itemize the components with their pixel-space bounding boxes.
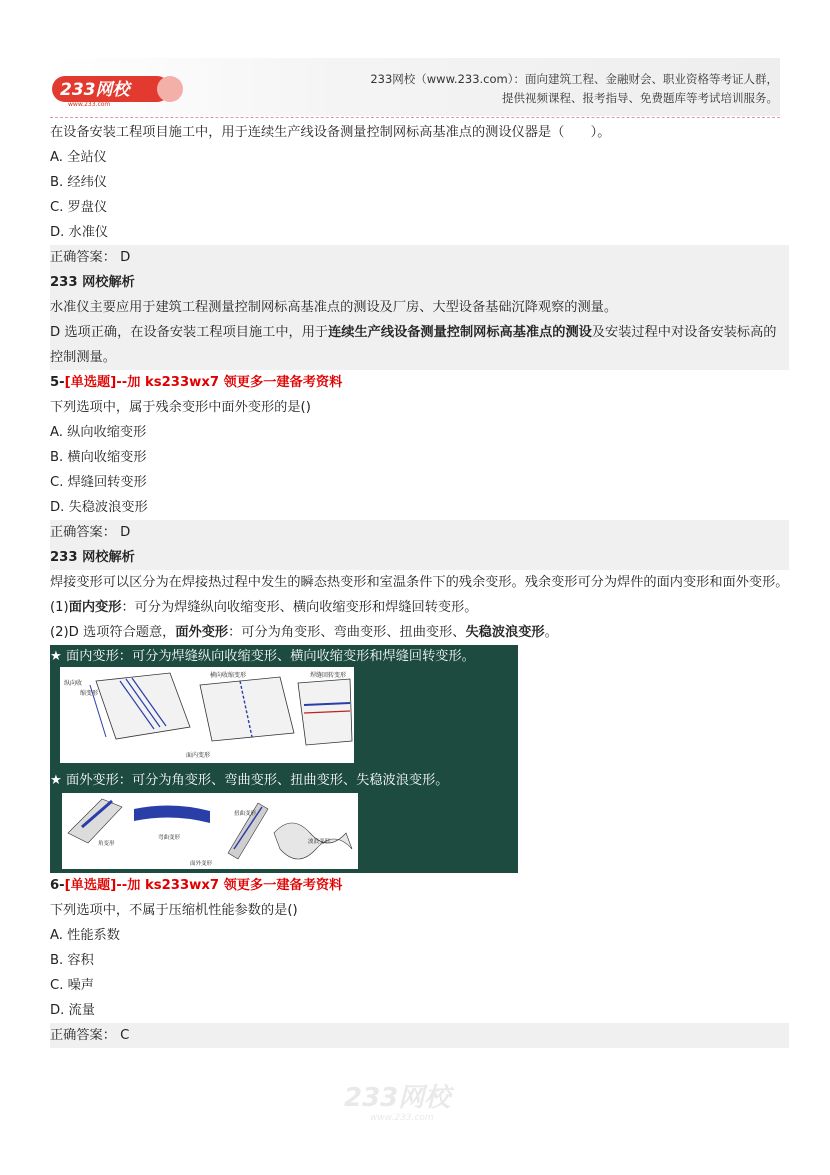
inplane-caption: 面内变形 <box>186 752 211 759</box>
q4-p2-b: 连续生产线设备测量控制网标高基准点的测设 <box>328 325 592 340</box>
q5-p2-a: (1) <box>50 600 69 615</box>
q6-answer: 正确答案： C <box>50 1028 130 1043</box>
logo-text: 233网校 <box>60 80 130 100</box>
header-line-1: 233网校（www.233.com）：面向建筑工程、金融财会、职业资格等考证人群， <box>370 72 778 86</box>
q6-number: 6- <box>50 878 65 893</box>
q4-stem: 在设备安装工程项目施工中，用于连续生产线设备测量控制网标高基准点的测设仪器是（ ）。 <box>50 125 611 140</box>
watermark-sub: www.233.com <box>370 1113 434 1123</box>
outplane-diagram <box>62 793 358 869</box>
q4-option-d: D. 水准仪 <box>50 225 109 240</box>
q5-number: 5- <box>50 375 65 390</box>
watermark-text: 233网校 <box>344 1083 451 1113</box>
label-longitudinal: 纵向收 <box>64 680 83 687</box>
q6-header <box>50 873 789 898</box>
header-text <box>370 70 778 108</box>
label-twist: 扭曲变形 <box>234 811 257 817</box>
q5-option-b: B. 横向收缩变形 <box>50 450 147 465</box>
outplane-caption: 面外变形 <box>190 861 213 867</box>
q4-analysis-p1: 水准仪主要应用于建筑工程测量控制网标高基准点的测设及厂房、大型设备基础沉降观察的测量。 <box>50 300 618 315</box>
watermark-logo <box>340 1078 490 1123</box>
q5-tag: [单选题]--加 ks233wx7 领更多一建备考资料 <box>64 375 343 390</box>
figure-caption-outplane: ★ 面外变形：可分为角变形、弯曲变形、扭曲变形、失稳波浪变形。 <box>50 773 449 788</box>
q4-answer-block <box>50 245 789 370</box>
transverse-shrink-plate <box>200 677 294 741</box>
label-longitudinal-2: 缩变形 <box>80 690 99 697</box>
q5-option-a: A. 纵向收缩变形 <box>50 425 147 440</box>
q5-p3-a: (2)D 选项符合题意， <box>50 625 176 640</box>
q4-p2-a: D 选项正确，在设备安装工程项目施工中，用于 <box>50 325 329 340</box>
q4-option-a: A. 全站仪 <box>50 150 107 165</box>
q5-analysis-p2 <box>50 595 789 620</box>
q5-answer-block <box>50 520 789 570</box>
q4-answer: 正确答案： D <box>50 250 131 265</box>
document-body <box>50 120 789 1048</box>
q5-p3-e: 。 <box>544 625 558 640</box>
q6-option-c: C. 噪声 <box>50 978 94 993</box>
q6-option-d: D. 流量 <box>50 1003 95 1018</box>
q6-answer-block <box>50 1023 789 1048</box>
q6-option-b: B. 容积 <box>50 953 94 968</box>
q6-option-a: A. 性能系数 <box>50 928 120 943</box>
logo-sub: www.233.com <box>68 101 111 108</box>
longitudinal-shrink-plate <box>90 673 190 739</box>
bend-deformation <box>134 805 210 823</box>
q5-analysis-title: 233 网校解析 <box>50 550 135 565</box>
inplane-diagram <box>60 667 354 763</box>
q5-option-c: C. 焊缝回转变形 <box>50 475 147 490</box>
label-bend: 弯曲变形 <box>158 835 181 841</box>
q6-tag: [单选题]--加 ks233wx7 领更多一建备考资料 <box>64 878 343 893</box>
q5-stem: 下列选项中，属于残余变形中面外变形的是() <box>50 400 311 415</box>
label-transverse: 横向收缩变形 <box>210 672 247 679</box>
q5-p2-c: ：可分为焊缝纵向收缩变形、横向收缩变形和焊缝回转变形。 <box>121 600 478 615</box>
label-wave: 波浪变形 <box>308 839 331 845</box>
angle-deformation <box>68 799 122 843</box>
site-logo <box>52 74 184 108</box>
q5-p2-b: 面内变形 <box>68 600 122 615</box>
figure-caption-inplane: ★ 面内变形：可分为焊缝纵向收缩变形、横向收缩变形和焊缝回转变形。 <box>50 649 475 664</box>
label-rotation: 焊缝回转变形 <box>310 672 347 679</box>
q6-stem: 下列选项中，不属于压缩机性能参数的是() <box>50 903 298 918</box>
rotation-plate <box>298 679 352 745</box>
q5-header <box>50 370 789 395</box>
q4-option-b: B. 经纬仪 <box>50 175 107 190</box>
q5-analysis-p3 <box>50 620 789 645</box>
label-angle: 角变形 <box>98 841 115 847</box>
deformation-figure <box>50 645 518 873</box>
q4-p2-c: 及安装过程中对设备安装标高的控制测量。 <box>50 325 777 365</box>
q4-analysis-title: 233 网校解析 <box>50 275 135 290</box>
q5-analysis-p1: 焊接变形可以区分为在焊接热过程中发生的瞬态热变形和室温条件下的残余变形。残余变形可分为焊件的面内变形和面外变形。 <box>50 575 789 590</box>
q5-p3-b: 面外变形 <box>175 625 229 640</box>
header-divider <box>50 117 780 118</box>
header-line-2: 提供视频课程、报考指导、免费题库等考试培训服务。 <box>502 91 778 105</box>
q5-option-d: D. 失稳波浪变形 <box>50 500 148 515</box>
q4-analysis-p2 <box>50 320 789 370</box>
q5-answer: 正确答案： D <box>50 525 131 540</box>
q5-p3-d: 失稳波浪变形 <box>465 625 545 640</box>
q5-p3-c: ：可分为角变形、弯曲变形、扭曲变形、 <box>228 625 466 640</box>
q4-option-c: C. 罗盘仪 <box>50 200 108 215</box>
